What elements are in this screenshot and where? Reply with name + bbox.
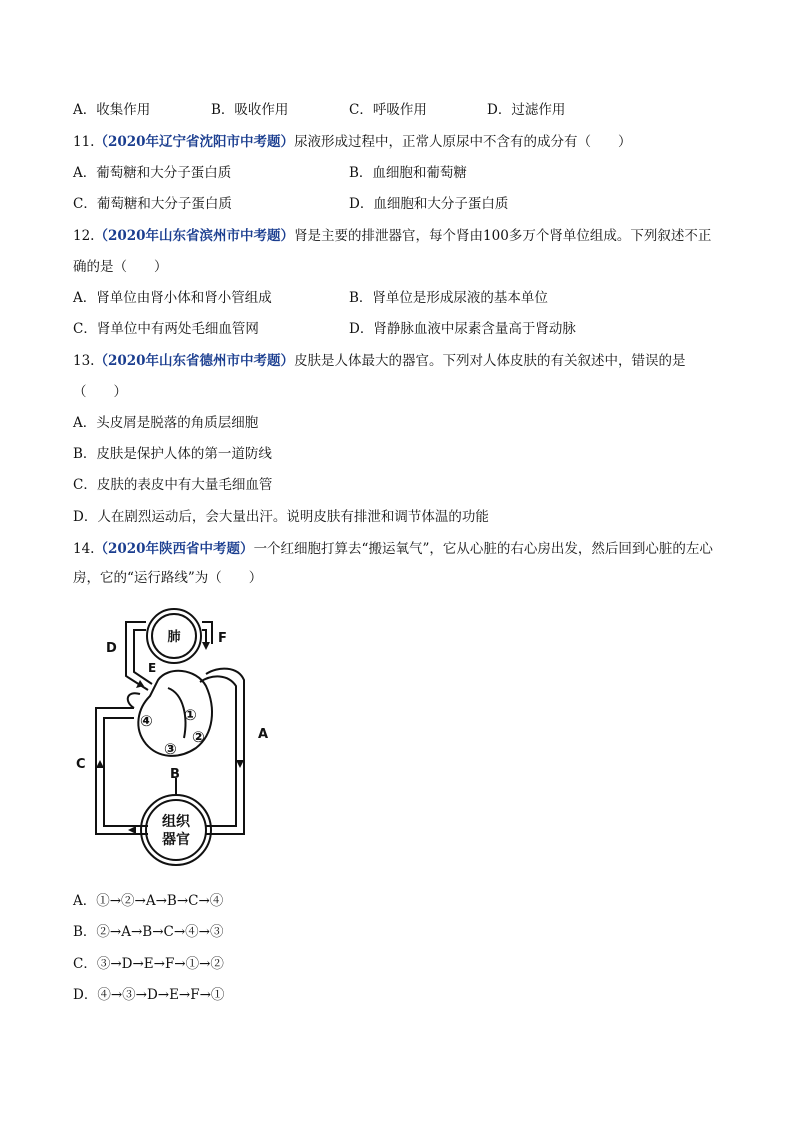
q10-option-b: B．吸收作用 bbox=[211, 102, 289, 118]
q11-option-c: C．葡萄糖和大分子蛋白质 bbox=[73, 196, 232, 212]
tissue-organ-circle bbox=[146, 800, 206, 860]
label-d: D bbox=[106, 641, 117, 656]
q14-number: 14. bbox=[73, 541, 95, 557]
lung-label: 肺 bbox=[167, 630, 181, 645]
q13-stem bbox=[73, 352, 686, 370]
q10-options bbox=[73, 101, 565, 119]
q10-option-d: D．过滤作用 bbox=[487, 102, 566, 118]
q14-text: 一个红细胞打算去“搬运氧气”，它从心脏的右心房出发，然后回到心脏的左心 bbox=[253, 541, 713, 557]
organ-label-line1: 组织 bbox=[162, 814, 190, 830]
q11-option-a: A．葡萄糖和大分子蛋白质 bbox=[73, 165, 232, 181]
q11-number: 11. bbox=[73, 134, 95, 150]
q14-option-b: B．②→A→B→C→④→③ bbox=[73, 924, 224, 940]
q13-stem-cont: （ ） bbox=[73, 384, 127, 400]
q12-option-d: D．肾静脉血液中尿素含量高于肾动脉 bbox=[349, 321, 576, 337]
q14-stem-cont: 房，它的“运行路线”为（ ） bbox=[73, 570, 263, 586]
q13-option-a: A．头皮屑是脱落的角质层细胞 bbox=[73, 415, 259, 431]
arrow-c-icon bbox=[96, 760, 104, 768]
q11-stem bbox=[73, 133, 632, 151]
q12-text: 肾是主要的排泄器官，每个肾由100多万个肾单位组成。下列叙述不正 bbox=[294, 228, 712, 244]
q12-source: （2020年山东省滨州市中考题） bbox=[94, 228, 295, 244]
arrow-a-icon bbox=[236, 760, 244, 768]
q10-option-a: A．收集作用 bbox=[73, 102, 151, 118]
q11-text: 尿液形成过程中，正常人原尿中不含有的成分有（ ） bbox=[294, 134, 632, 150]
q14-option-d: D．④→③→D→E→F→① bbox=[73, 987, 225, 1003]
q12-option-c: C．肾单位中有两处毛细血管网 bbox=[73, 321, 259, 337]
chamber-1: ① bbox=[184, 706, 197, 724]
chamber-3: ③ bbox=[164, 740, 177, 758]
q12-options-row2 bbox=[73, 320, 576, 338]
arrow-f-icon bbox=[202, 642, 210, 650]
chamber-2: ② bbox=[192, 728, 205, 746]
chamber-4: ④ bbox=[140, 712, 153, 730]
q12-number: 12. bbox=[73, 228, 95, 244]
label-c: C bbox=[76, 757, 86, 772]
q12-stem bbox=[73, 227, 711, 245]
q14-stem bbox=[73, 540, 713, 558]
q11-option-d: D．血细胞和大分子蛋白质 bbox=[349, 196, 509, 212]
q13-text: 皮肤是人体最大的器官。下列对人体皮肤的有关叙述中，错误的是 bbox=[294, 353, 686, 369]
q13-option-b: B．皮肤是保护人体的第一道防线 bbox=[73, 446, 272, 462]
q12-option-b: B．肾单位是形成尿液的基本单位 bbox=[349, 290, 548, 306]
q13-option-c: C．皮肤的表皮中有大量毛细血管 bbox=[73, 477, 273, 493]
q12-options-row1 bbox=[73, 289, 548, 307]
q13-option-d: D．人在剧烈运动后，会大量出汗。说明皮肤有排泄和调节体温的功能 bbox=[73, 509, 489, 525]
label-b: B bbox=[170, 767, 180, 782]
label-f: F bbox=[218, 631, 227, 646]
q12-option-a: A．肾单位由肾小体和肾小管组成 bbox=[73, 290, 272, 306]
q14-source: （2020年陕西省中考题） bbox=[94, 541, 254, 557]
q14-option-c: C．③→D→E→F→①→② bbox=[73, 956, 224, 972]
q10-option-c: C．呼吸作用 bbox=[349, 102, 427, 118]
label-e: E bbox=[148, 661, 157, 675]
q13-number: 13. bbox=[73, 353, 95, 369]
q14-option-a: A．①→②→A→B→C→④ bbox=[73, 893, 224, 909]
arrow-bottom-icon bbox=[128, 826, 136, 834]
blood-circulation-diagram bbox=[76, 608, 278, 870]
q11-options-row2 bbox=[73, 195, 508, 213]
q11-source: （2020年辽宁省沈阳市中考题） bbox=[94, 134, 295, 150]
q11-options-row1 bbox=[73, 164, 467, 182]
q12-stem-cont: 确的是（ ） bbox=[73, 259, 168, 275]
q11-option-b: B．血细胞和葡萄糖 bbox=[349, 165, 467, 181]
label-a: A bbox=[258, 727, 269, 742]
organ-label-line2: 器官 bbox=[162, 832, 190, 848]
q13-source: （2020年山东省德州市中考题） bbox=[94, 353, 295, 369]
